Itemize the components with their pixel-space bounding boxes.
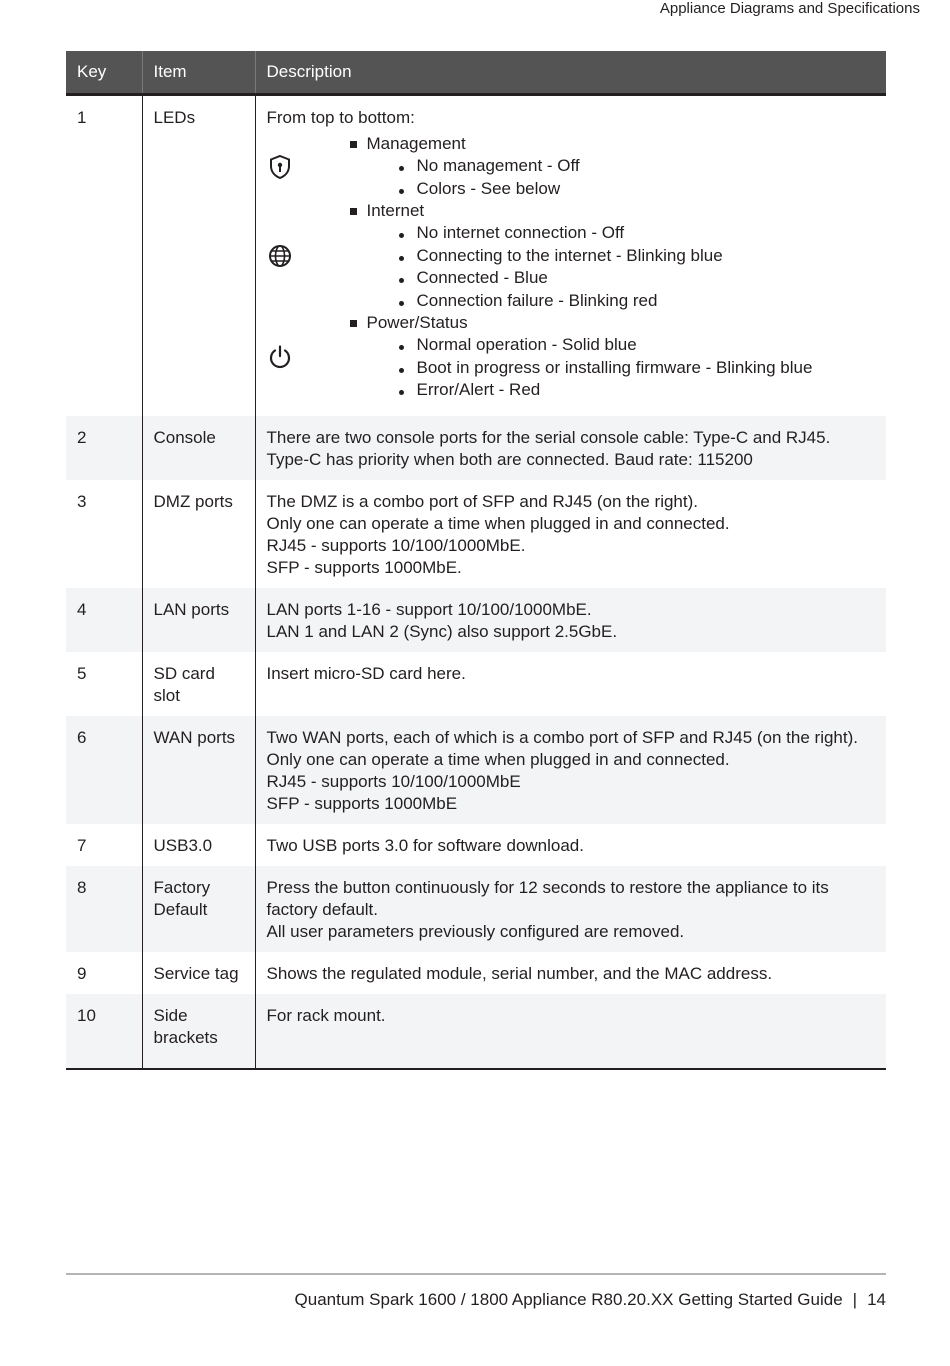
cell-key: 9	[77, 963, 87, 983]
description-line: All user parameters previously configured are removed.	[266, 921, 685, 941]
cell-description	[255, 952, 886, 994]
cell-item: Service tag	[142, 952, 255, 994]
cell-item: DMZ ports	[142, 480, 255, 588]
cell-item: SD card slot	[142, 652, 255, 716]
led-state-item: Connection failure - Blinking red	[347, 290, 876, 313]
led-groups	[267, 133, 876, 402]
led-group-title: Management	[347, 133, 876, 155]
led-state-item: Error/Alert - Red	[347, 379, 876, 402]
cell-item: LAN ports	[142, 588, 255, 652]
table-row-leds	[66, 95, 886, 416]
led-state-item: Connected - Blue	[347, 267, 876, 290]
led-state-item: Boot in progress or installing firmware - Blinking blue	[347, 357, 876, 380]
description-line: SFP - supports 1000MbE	[266, 793, 458, 813]
cell-item: Side brackets	[142, 994, 255, 1069]
table-row	[66, 416, 886, 480]
table-row	[66, 952, 886, 994]
globe-icon	[267, 243, 347, 269]
led-state-item: Connecting to the internet - Blinking blue	[347, 245, 876, 268]
header-description: Description	[255, 51, 886, 95]
description-line: SFP - supports 1000MbE.	[266, 557, 462, 577]
led-list	[347, 200, 876, 312]
description-line: Press the button continuously for 12 seconds to restore the appliance to its factory default.	[266, 877, 829, 919]
description-line: Type-C has priority when both are connected. Baud rate: 115200	[266, 449, 753, 469]
table-row	[66, 866, 886, 952]
shield-icon	[267, 154, 347, 180]
footer-divider	[66, 1273, 886, 1275]
led-state-item: Normal operation - Solid blue	[347, 334, 876, 357]
cell-description	[255, 480, 886, 588]
header-key: Key	[66, 51, 142, 95]
cell-description	[255, 652, 886, 716]
description-line: There are two console ports for the serial console cable: Type-C and RJ45.	[266, 427, 831, 447]
cell-item: WAN ports	[142, 716, 255, 824]
header-item: Item	[142, 51, 255, 95]
cell-description	[255, 416, 886, 480]
led-state-item: Colors - See below	[347, 178, 876, 201]
cell-description	[255, 824, 886, 866]
led-group-title: Power/Status	[347, 312, 876, 334]
page-number: 14	[867, 1290, 886, 1309]
cell-key: 8	[66, 866, 142, 952]
description-line: LAN ports 1-16 - support 10/100/1000MbE.	[266, 599, 592, 619]
description-line: Two WAN ports, each of which is a combo port of SFP and RJ45 (on the right).	[266, 727, 858, 747]
led-list	[347, 312, 876, 402]
cell-description	[255, 866, 886, 952]
cell-key: 1	[77, 108, 87, 127]
description-line: For rack mount.	[266, 1005, 386, 1025]
led-group-title: Internet	[347, 200, 876, 222]
table-row	[66, 824, 886, 866]
running-head: Appliance Diagrams and Specifications	[659, 0, 920, 17]
description-line: Shows the regulated module, serial number, and the MAC address.	[266, 963, 773, 983]
description-line: Only one can operate a time when plugged in and connected.	[266, 513, 730, 533]
table-row	[66, 588, 886, 652]
cell-key: 5	[77, 663, 87, 683]
cell-item: USB3.0	[142, 824, 255, 866]
led-intro: From top to bottom:	[266, 108, 415, 127]
table-row	[66, 716, 886, 824]
cell-description	[255, 716, 886, 824]
footer	[295, 1289, 886, 1311]
power-icon	[267, 344, 347, 370]
description-line: The DMZ is a combo port of SFP and RJ45 (on the right).	[266, 491, 698, 511]
table-header-row	[66, 51, 886, 95]
cell-description	[255, 95, 886, 416]
led-group	[267, 133, 876, 200]
cell-key: 4	[66, 588, 142, 652]
description-line: RJ45 - supports 10/100/1000MbE	[266, 771, 521, 791]
specifications-table	[66, 51, 886, 1070]
cell-item: Factory Default	[142, 866, 255, 952]
led-group	[267, 200, 876, 312]
footer-separator: |	[852, 1290, 858, 1309]
cell-description	[255, 588, 886, 652]
description-line: RJ45 - supports 10/100/1000MbE.	[266, 535, 526, 555]
cell-key: 7	[77, 835, 87, 855]
cell-item: Console	[142, 416, 255, 480]
table-row	[66, 994, 886, 1069]
led-group	[267, 312, 876, 402]
description-line: Only one can operate a time when plugged in and connected.	[266, 749, 730, 769]
table-row	[66, 480, 886, 588]
footer-title: Quantum Spark 1600 / 1800 Appliance R80.20.XX Getting Started Guide	[294, 1290, 843, 1309]
cell-description	[255, 994, 886, 1069]
description-line: Two USB ports 3.0 for software download.	[266, 835, 584, 855]
table-row	[66, 652, 886, 716]
cell-key: 3	[77, 491, 87, 511]
led-state-item: No management - Off	[347, 155, 876, 178]
led-state-item: No internet connection - Off	[347, 222, 876, 245]
led-list	[347, 133, 876, 200]
description-line: LAN 1 and LAN 2 (Sync) also support 2.5GbE.	[266, 621, 618, 641]
cell-key: 2	[66, 416, 142, 480]
cell-key: 10	[66, 994, 142, 1069]
description-line: Insert micro-SD card here.	[266, 663, 466, 683]
cell-key: 6	[66, 716, 142, 824]
cell-item: LEDs	[142, 95, 255, 416]
